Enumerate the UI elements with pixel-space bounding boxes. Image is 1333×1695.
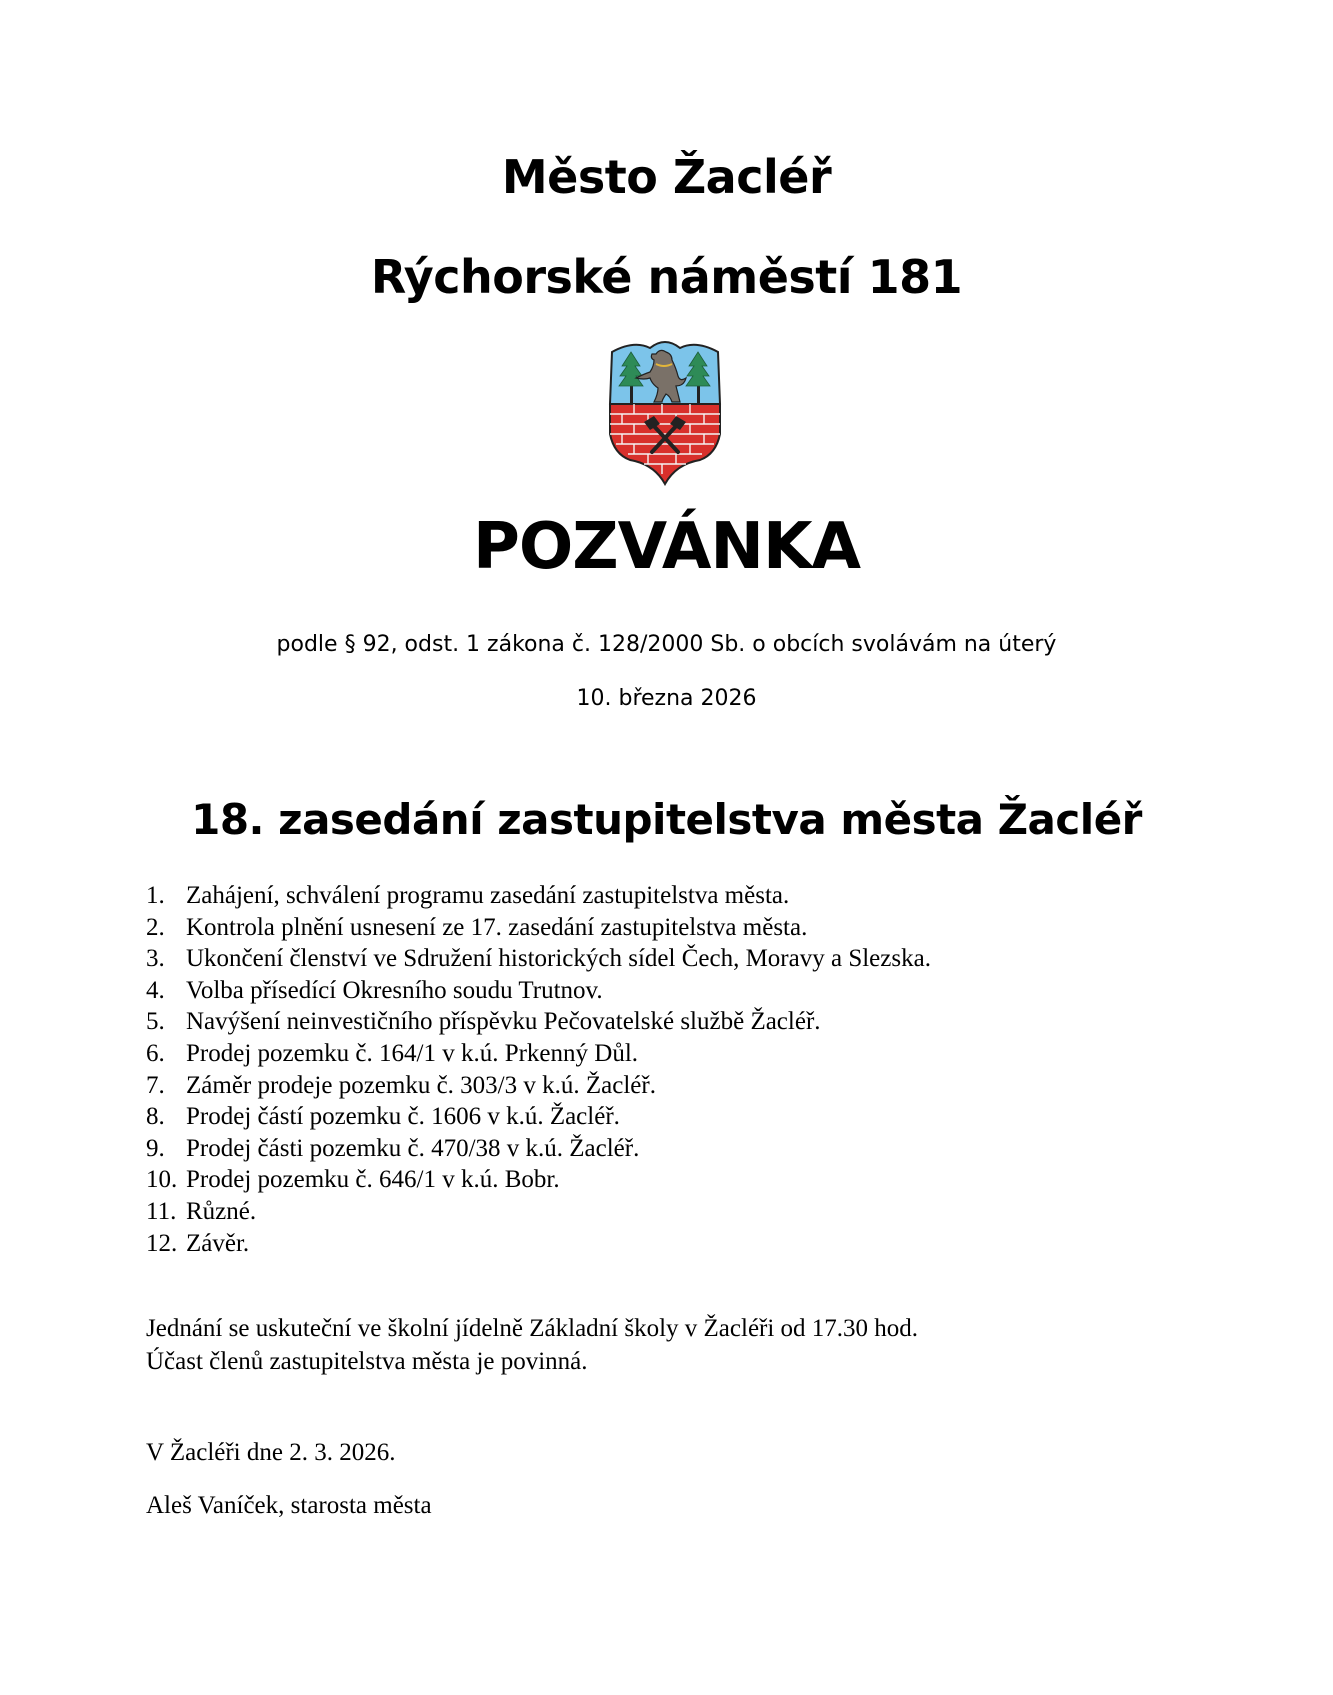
agenda-item-text: Prodej pozemku č. 646/1 v k.ú. Bobr. bbox=[186, 1166, 560, 1194]
attendance-note: Účast členů zastupitelstva města je povinná. bbox=[146, 1348, 588, 1375]
agenda-item bbox=[146, 943, 1246, 975]
meeting-date: 10. března 2026 bbox=[576, 686, 757, 711]
city-name: Město Žacléř bbox=[501, 150, 832, 204]
agenda-item-number: 9. bbox=[146, 1134, 165, 1162]
agenda-list bbox=[146, 880, 1246, 1259]
agenda-item-text: Navýšení neinvestičního příspěvku Pečovatelské službě Žacléř. bbox=[186, 1008, 821, 1036]
agenda-item-number: 6. bbox=[146, 1039, 165, 1067]
agenda-item bbox=[146, 912, 1246, 944]
agenda-item-text: Závěr. bbox=[186, 1229, 250, 1257]
signed-date: V Žacléři dne 2. 3. 2026. bbox=[146, 1439, 396, 1466]
agenda-item-text: Ukončení členství ve Sdružení historických sídel Čech, Moravy a Slezska. bbox=[186, 945, 931, 973]
city-address: Rýchorské náměstí 181 bbox=[370, 250, 963, 304]
agenda-item bbox=[146, 1038, 1246, 1070]
agenda-item-number: 10. bbox=[146, 1166, 178, 1194]
agenda-item bbox=[146, 1196, 1246, 1228]
agenda-item-text: Záměr prodeje pozemku č. 303/3 v k.ú. Žacléř. bbox=[186, 1071, 656, 1099]
agenda-item-number: 3. bbox=[146, 945, 165, 973]
agenda-item-text: Prodej části pozemku č. 470/38 v k.ú. Žacléř. bbox=[186, 1134, 640, 1162]
agenda-item bbox=[146, 1006, 1246, 1038]
agenda-item bbox=[146, 1101, 1246, 1133]
agenda-item bbox=[146, 1164, 1246, 1196]
mayor-signature: Aleš Vaníček, starosta města bbox=[146, 1492, 432, 1519]
agenda-item-text: Zahájení, schválení programu zasedání zastupitelstva města. bbox=[186, 882, 790, 909]
agenda-item-text: Volba přísedící Okresního soudu Trutnov. bbox=[186, 976, 603, 1004]
agenda-item-number: 2. bbox=[146, 913, 165, 941]
agenda-item bbox=[146, 880, 1246, 912]
agenda-item-text: Kontrola plnění usnesení ze 17. zasedání zastupitelstva města. bbox=[186, 913, 808, 941]
agenda-item-number: 5. bbox=[146, 1008, 165, 1036]
legal-basis: podle § 92, odst. 1 zákona č. 128/2000 Sb. o obcích svolávám na úterý bbox=[276, 632, 1057, 657]
invitation-title: POZVÁNKA bbox=[472, 510, 861, 584]
agenda-item-number: 7. bbox=[146, 1071, 165, 1099]
agenda-item bbox=[146, 1228, 1246, 1260]
agenda-item-number: 4. bbox=[146, 976, 165, 1004]
agenda-item bbox=[146, 1133, 1246, 1165]
meeting-title: 18. zasedání zastupitelstva města Žacléř bbox=[191, 795, 1142, 844]
agenda-item bbox=[146, 1070, 1246, 1102]
agenda-item-text: Různé. bbox=[186, 1197, 257, 1225]
agenda-item-number: 11. bbox=[146, 1197, 177, 1225]
agenda-item bbox=[146, 975, 1246, 1007]
agenda-item-text: Prodej pozemku č. 164/1 v k.ú. Prkenný Důl. bbox=[186, 1039, 639, 1067]
agenda-item-number: 1. bbox=[146, 882, 165, 909]
coat-of-arms-icon bbox=[604, 338, 726, 486]
agenda-item-number: 8. bbox=[146, 1103, 165, 1131]
agenda-item-number: 12. bbox=[146, 1229, 178, 1257]
meeting-location: Jednání se uskuteční ve školní jídelně Základní školy v Žacléři od 17.30 hod. bbox=[146, 1315, 919, 1342]
agenda-item-text: Prodej částí pozemku č. 1606 v k.ú. Žacléř. bbox=[186, 1103, 620, 1131]
